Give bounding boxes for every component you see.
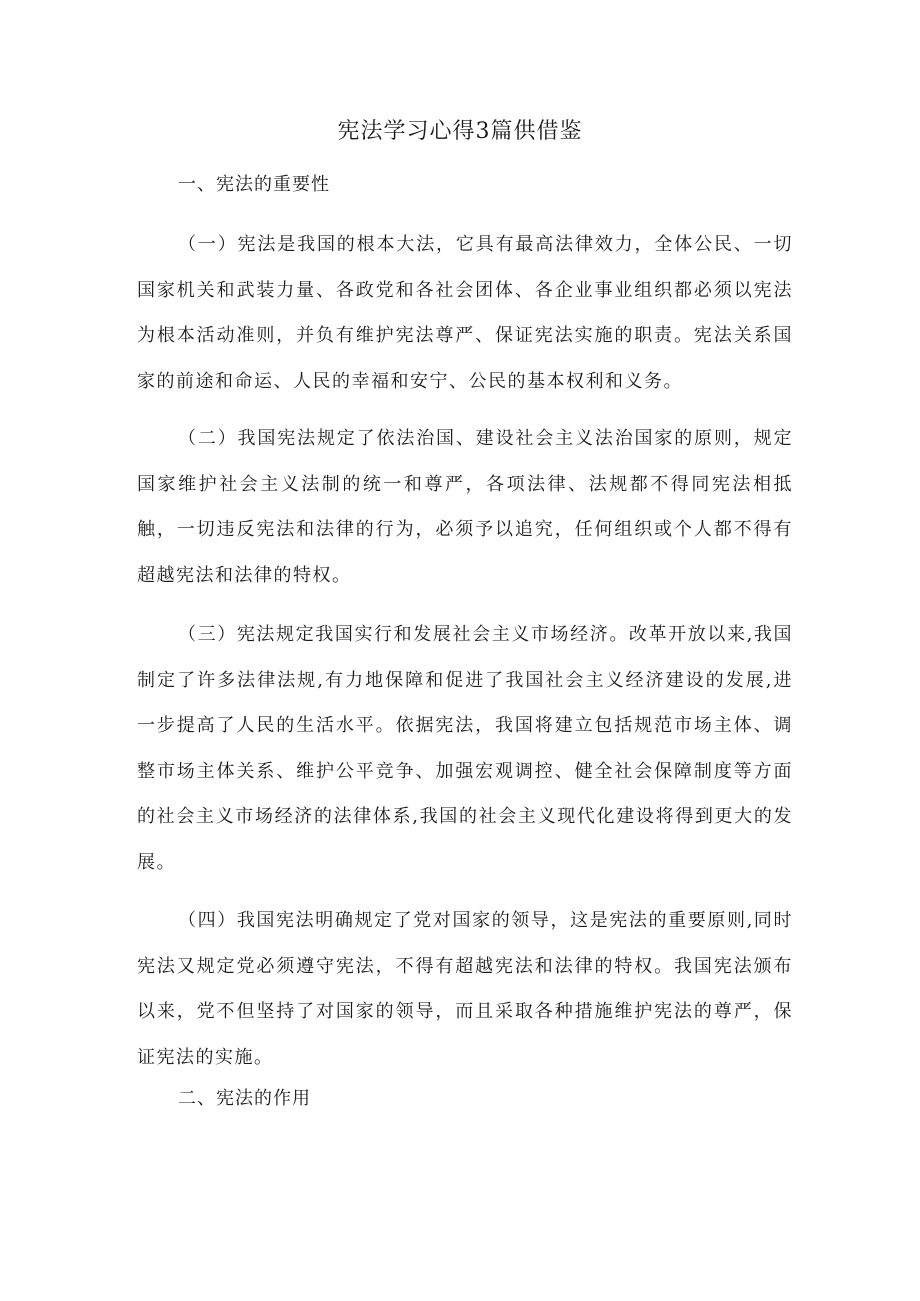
paragraph-1: （一）宪法是我国的根本大法，它具有最高法律效力，全体公民、一切国家机关和武装力量、各政党和各社会团体、各企业事业组织都必须以宪法为根本活动准则，并负有维护宪法尊严、保证宪法实施的职责。宪法关系国家的前途和命运、人民的幸福和安宁、公民的基本权利和义务。 <box>137 234 793 392</box>
section-heading-function: 二、宪法的作用 <box>178 1088 311 1109</box>
paragraph-4: （四）我国宪法明确规定了党对国家的领导，这是宪法的重要原则,同时宪法又规定党必须遵守宪法，不得有超越宪法和法律的特权。我国宪法颁布以来，党不但坚持了对国家的领导，而且采取各种措施维护宪法的尊严，保证宪法的实施。 <box>137 910 793 1068</box>
paragraph-2: （二）我国宪法规定了依法治国、建设社会主义法治国家的原则，规定国家维护社会主义法制的统一和尊严，各项法律、法规都不得同宪法相抵触，一切违反宪法和法律的行为，必须予以追究，任何组织或个人都不得有超越宪法和法律的特权。 <box>137 428 793 586</box>
section-heading-importance: 一、宪法的重要性 <box>178 174 330 195</box>
document-title: 宪法学习心得3篇供借鉴 <box>337 119 583 144</box>
paragraph-3: （三）宪法规定我国实行和发展社会主义市场经济。改革开放以来,我国制定了许多法律法规,有力地保障和促进了我国社会主义经济建设的发展,进一步提高了人民的生活水平。依据宪法，我国将建立包括规范市场主体、调整市场主体关系、维护公平竞争、加强宏观调控、健全社会保障制度等方面的社会主义市场经济的法律体系,我国的社会主义现代化建设将得到更大的发展。 <box>137 624 793 873</box>
